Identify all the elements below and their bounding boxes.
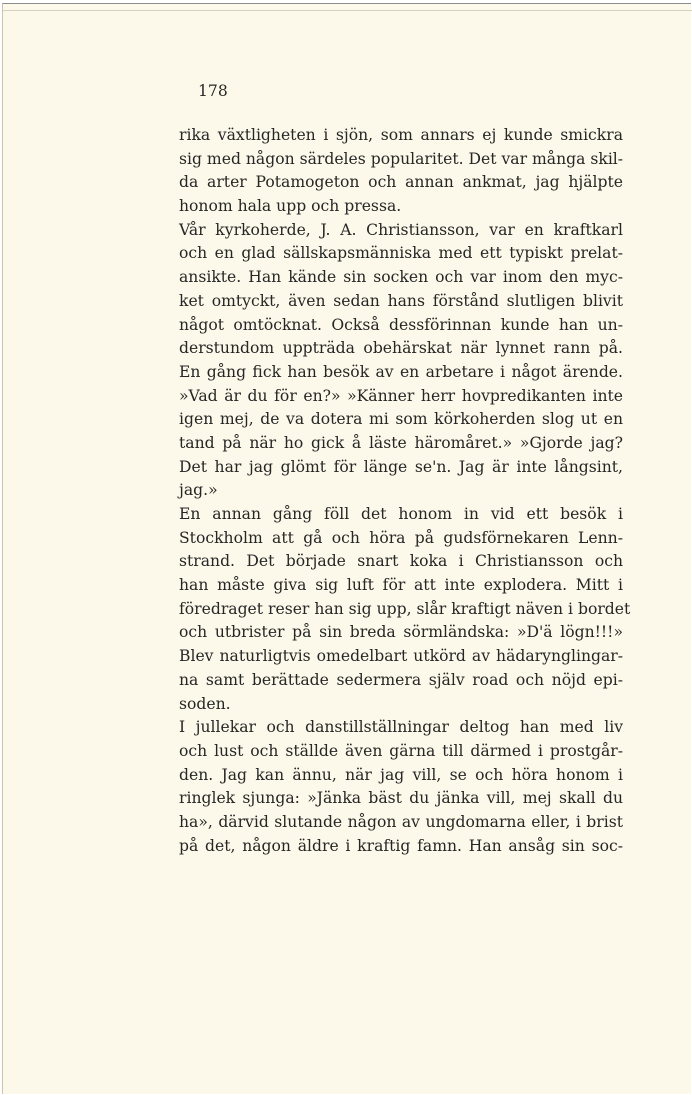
text-line: rika växtligheten i sjön, som annars ej kunde smickra	[179, 126, 623, 144]
book-page	[2, 3, 691, 1094]
paragraph-lines	[179, 124, 631, 858]
page-text	[179, 80, 631, 858]
text-line: tand på när ho gick å läste häromåret.» »Gjorde jag?	[179, 433, 623, 452]
text-line: något omtöcknat. Också dessförinnan kunde han un-	[179, 315, 623, 334]
text-line: och utbrister på sin breda sörmländska: »D'ä lögn!!!»	[179, 623, 623, 642]
text-line: Stockholm att gå och höra på gudsförnekaren Lenn-	[179, 528, 623, 547]
text-line: ringlek sjunga: »Jänka bäst du jänka vill, mej skall du	[179, 789, 623, 808]
page-number: 178	[198, 82, 228, 100]
text-line: En gång fick han besök av en arbetare i något ärende.	[179, 362, 623, 381]
text-line: föredraget reser han sig upp, slår kraftigt näven i bordet	[179, 599, 631, 618]
text-line: sig med någon särdeles popularitet. Det var många skil-	[179, 149, 624, 168]
text-line: och lust och ställde även gärna till därmed i prostgår-	[179, 741, 623, 760]
text-line: strand. Det började snart koka i Christiansson och	[179, 552, 623, 571]
text-line: ket omtyckt, även sedan hans förstånd slutligen blivit	[179, 291, 623, 310]
text-line: Det har jag glömt för länge se'n. Jag är inte långsint,	[179, 457, 623, 476]
text-line: på det, någon äldre i kraftig famn. Han ansåg sin soc-	[179, 836, 623, 855]
text-line: da arter Potamogeton och annan ankmat, jag hjälpte	[179, 173, 623, 192]
text-line: Blev naturligtvis omedelbart utkörd av hädarynglingar-	[179, 647, 623, 666]
text-line: na samt berättade sedermera själv road och nöjd epi-	[179, 670, 623, 689]
scan-edge-line	[3, 10, 692, 11]
text-line: Vår kyrkoherde, J. A. Christiansson, var en kraftkarl	[179, 220, 623, 239]
text-line: honom hala upp och pressa.	[179, 197, 402, 216]
text-line: ansikte. Han kände sin socken och var inom den myc-	[179, 268, 623, 287]
text-line: ha», därvid slutande någon av ungdomarna eller, i brist	[179, 812, 623, 831]
text-line: den. Jag kan ännu, när jag vill, se och höra honom i	[179, 765, 623, 784]
text-line: jag.»	[179, 481, 218, 500]
text-line: »Vad är du för en?» »Känner herr hovpredikanten inte	[179, 386, 623, 405]
text-line: han måste giva sig luft för att inte explodera. Mitt i	[179, 576, 623, 595]
text-line: igen mej, de va dotera mi som körkoherden slog ut en	[179, 410, 623, 429]
text-line: En annan gång föll det honom in vid ett besök i	[179, 505, 623, 523]
text-line: soden.	[179, 694, 231, 713]
text-line: I jullekar och danstillställningar deltog han med liv	[179, 718, 623, 737]
text-line: derstundom uppträda obehärskat när lynnet rann på.	[179, 339, 623, 358]
text-line: och en glad sällskapsmänniska med ett typiskt prelat-	[179, 244, 623, 263]
